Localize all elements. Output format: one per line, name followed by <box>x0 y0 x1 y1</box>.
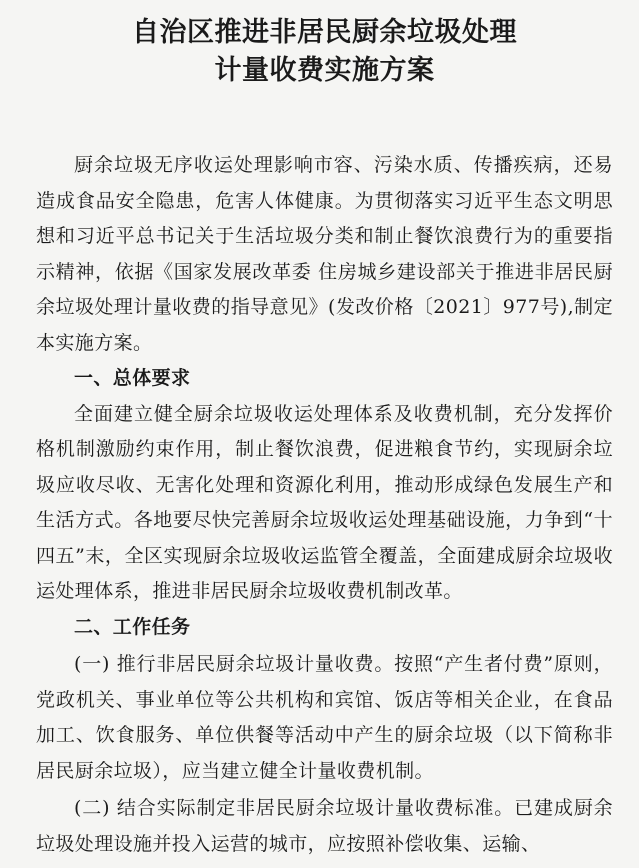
title-line-1: 自治区推进非居民厨余垃圾处理 <box>132 17 517 48</box>
document-title <box>36 0 613 90</box>
general-requirements-paragraph: 全面建立健全厨余垃圾收运处理体系及收费机制，充分发挥价格机制激励约束作用，制止餐饮浪费，促进粮食节约，实现厨余垃圾应收尽收、无害化处理和资源化利用，推动形成绿色发展生产和生活方式。各地要尽快完善厨余垃圾收运处理基础设施，力争到“十四五”末，全区实现厨余垃圾收运监管全覆盖，全面建成厨余垃圾收运处理体系，推进非居民厨余垃圾收费机制改革。 <box>36 402 613 602</box>
task-item-2-paragraph: (二) 结合实际制定非居民厨余垃圾计量收费标准。已建成厨余垃圾处理设施并投入运营的城市，应按照补偿收集、运输、 <box>36 797 613 855</box>
section-heading-work-tasks: 二、工作任务 <box>74 615 191 638</box>
task-item-1-paragraph: (一) 推行非居民厨余垃圾计量收费。按照“产生者付费”原则，党政机关、事业单位等公共机构和宾馆、饭店等相关企业，在食品加工、饮食服务、单位供餐等活动中产生的厨余垃圾（以下简称非居民厨余垃圾），应当建立健全计量收费机制。 <box>36 653 613 782</box>
title-line-2: 计量收费实施方案 <box>214 55 435 86</box>
section-heading-general-requirements: 一、总体要求 <box>74 367 191 389</box>
intro-paragraph: 厨余垃圾无序收运处理影响市容、污染水质、传播疾病，还易造成食品安全隐患，危害人体健康。为贯彻落实习近平生态文明思想和习近平总书记关于生活垃圾分类和制止餐饮浪费行为的重要指示精神，依据《国家发展改革委 住房城乡建设部关于推进非居民厨余垃圾处理计量收费的指导意见》(发改价格〔2021〕977号),制定本实施方案。 <box>36 154 613 354</box>
document-body <box>36 148 613 862</box>
